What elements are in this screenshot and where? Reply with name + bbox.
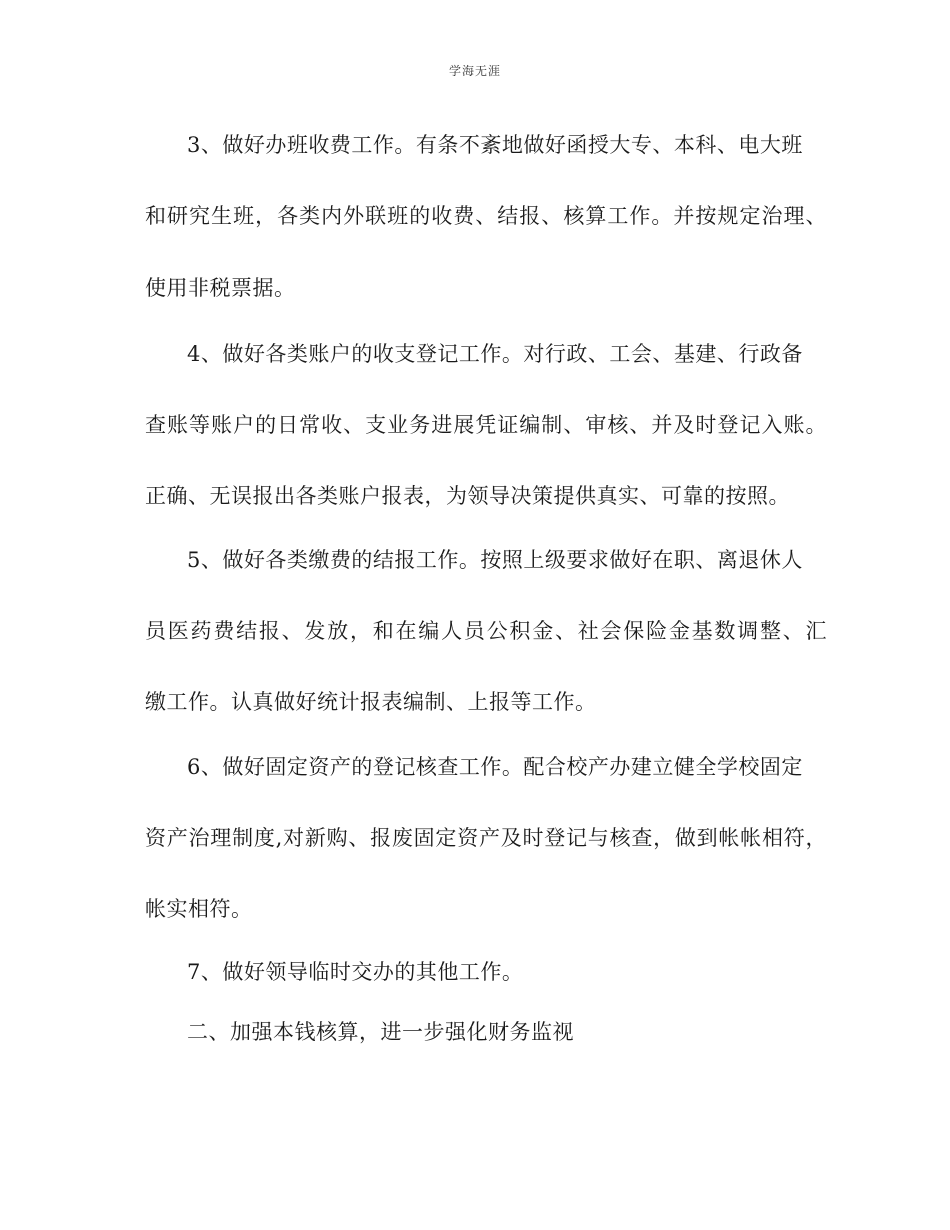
paragraph-3-line-1: 3、做好办班收费工作。有条不紊地做好函授大专、本科、电大班 — [187, 133, 803, 157]
paragraph-5-line-1: 5、做好各类缴费的结报工作。按照上级要求做好在职、离退休人 — [187, 548, 803, 572]
paragraph-5-line-2: 员医药费结报、发放，和在编人员公积金、社会保险金基数调整、汇 — [145, 619, 827, 643]
paragraph-4-line-3: 正确、无误报出各类账户报表，为领导决策提供真实、可靠的按照。 — [145, 484, 790, 508]
paragraph-6-line-2: 资产治理制度,对新购、报废固定资产及时登记与核查，做到帐帐相符， — [145, 826, 827, 850]
page-header: 学海无涯 — [448, 64, 501, 78]
paragraph-3-line-2: 和研究生班，各类内外联班的收费、结报、核算工作。并按规定治理、 — [145, 204, 827, 228]
paragraph-5-line-3: 缴工作。认真做好统计报表编制、上报等工作。 — [145, 690, 597, 714]
paragraph-7-line-1: 7、做好领导临时交办的其他工作。 — [187, 960, 524, 984]
section-heading-2: 二、加强本钱核算，进一步强化财务监视 — [187, 1020, 574, 1044]
paragraph-6-line-1: 6、做好固定资产的登记核查工作。配合校产办建立健全学校固定 — [187, 755, 803, 779]
paragraph-4-line-1: 4、做好各类账户的收支登记工作。对行政、工会、基建、行政备 — [187, 342, 803, 366]
paragraph-4-line-2: 查账等账户的日常收、支业务进展凭证编制、审核、并及时登记入账。 — [145, 413, 827, 437]
paragraph-3-line-3: 使用非税票据。 — [145, 276, 296, 300]
paragraph-6-line-3: 帐实相符。 — [145, 897, 253, 921]
